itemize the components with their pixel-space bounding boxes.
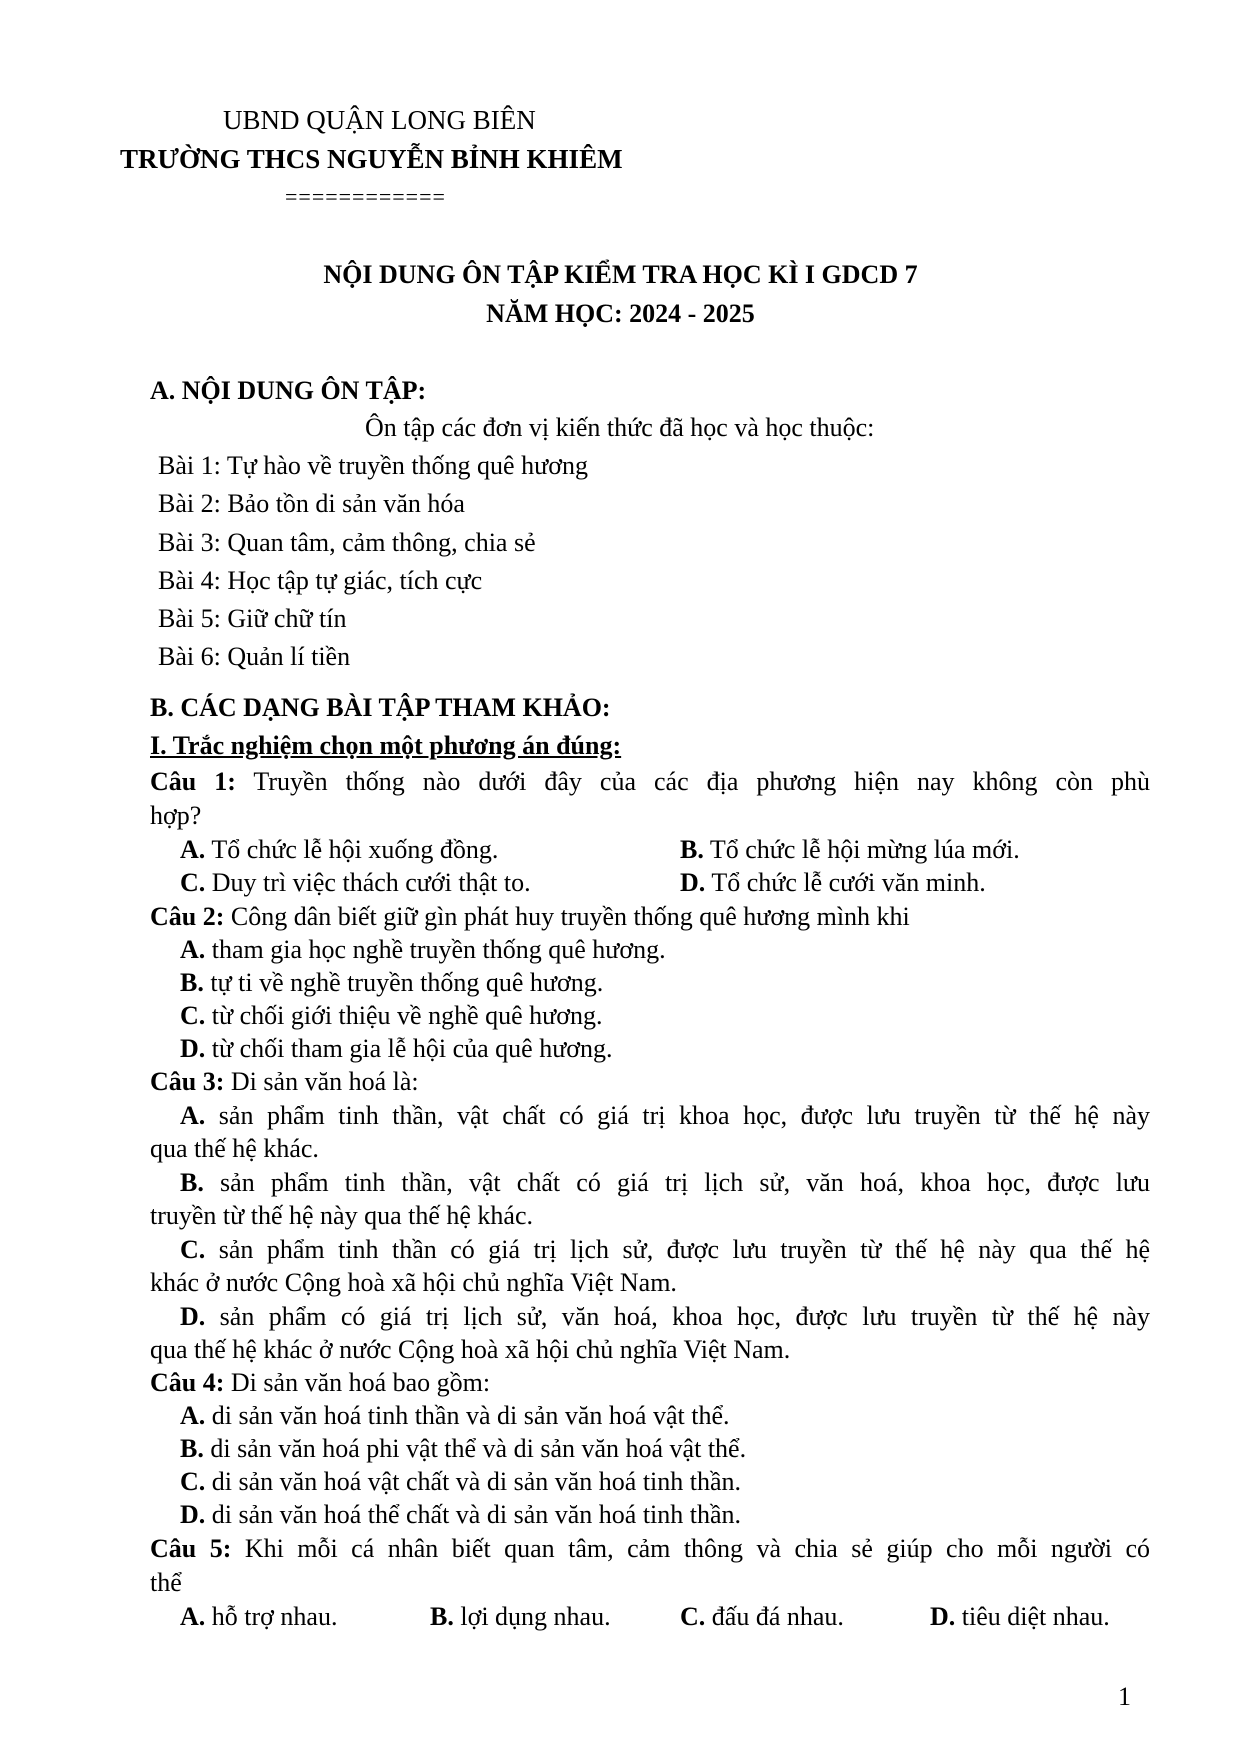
question-5 [150, 1532, 1150, 1566]
question-text: Di sản văn hoá là: [230, 1067, 419, 1096]
answer-option: A. hỗ trợ nhau. [180, 1602, 338, 1631]
answer-option: D. Tổ chức lễ cưới văn minh. [680, 868, 986, 897]
section-a-heading: A. NỘI DUNG ÔN TẬP: [150, 376, 427, 405]
question-1-text-cont: hợp? [150, 801, 202, 830]
page-number: 1 [1118, 1682, 1131, 1711]
lesson-item: Bài 3: Quan tâm, cảm thông, chia sẻ [158, 528, 536, 557]
school-name: TRƯỜNG THCS NGUYỄN BỈNH KHIÊM [120, 144, 623, 174]
answer-option: C. Duy trì việc thách cưới thật to. [180, 868, 531, 897]
answer-option: A. Tổ chức lễ hội xuống đồng. [180, 835, 499, 864]
answer-option: D. sản phẩm có giá trị lịch sử, văn hoá, khoa học, được lưu truyền từ thế hệ này [180, 1302, 1150, 1331]
question-label: Câu 5: [150, 1534, 232, 1563]
header-divider: ============ [285, 184, 446, 209]
section-b-heading: B. CÁC DẠNG BÀI TẬP THAM KHẢO: [150, 693, 611, 722]
document-title: NỘI DUNG ÔN TẬP KIỂM TRA HỌC KÌ I GDCD 7 [323, 260, 918, 289]
answer-option: C. đấu đá nhau. [680, 1602, 844, 1631]
section-b-subheading: I. Trắc nghiệm chọn một phương án đúng: [150, 731, 622, 760]
question-4 [150, 1366, 490, 1400]
answer-option-cont: khác ở nước Cộng hoà xã hội chủ nghĩa Việt Nam. [150, 1268, 677, 1297]
section-a-intro: Ôn tập các đơn vị kiến thức đã học và học thuộc: [365, 413, 875, 442]
answer-option: A. di sản văn hoá tinh thần và di sản văn hoá vật thể. [180, 1401, 730, 1430]
question-label: Câu 4: [150, 1368, 225, 1397]
question-1 [150, 765, 1150, 799]
answer-option-cont: qua thế hệ khác. [150, 1134, 319, 1163]
lesson-item: Bài 6: Quản lí tiền [158, 642, 351, 671]
question-label: Câu 3: [150, 1067, 225, 1096]
answer-option-cont: truyền từ thế hệ này qua thế hệ khác. [150, 1201, 534, 1230]
answer-option: D. từ chối tham gia lễ hội của quê hương. [180, 1034, 613, 1063]
question-text: Di sản văn hoá bao gồm: [230, 1368, 491, 1397]
lesson-item: Bài 1: Tự hào về truyền thống quê hương [158, 451, 588, 480]
question-2 [150, 900, 910, 934]
answer-option: A. sản phẩm tinh thần, vật chất có giá trị khoa học, được lưu truyền từ thế hệ này [180, 1101, 1150, 1130]
lesson-item: Bài 2: Bảo tồn di sản văn hóa [158, 489, 465, 518]
agency-name: UBND QUẬN LONG BIÊN [223, 105, 536, 135]
question-text: Công dân biết giữ gìn phát huy truyền thống quê hương mình khi [230, 902, 910, 931]
answer-option: B. tự ti về nghề truyền thống quê hương. [180, 968, 604, 997]
question-text: Khi mỗi cá nhân biết quan tâm, cảm thông và chia sẻ giúp cho mỗi người có [244, 1534, 1150, 1563]
answer-option: B. lợi dụng nhau. [430, 1602, 611, 1631]
answer-option: B. di sản văn hoá phi vật thể và di sản văn hoá vật thể. [180, 1434, 747, 1463]
answer-option: B. sản phẩm tinh thần, vật chất có giá trị lịch sử, văn hoá, khoa học, được lưu [180, 1168, 1151, 1197]
question-5-text-cont: thể [150, 1568, 182, 1597]
answer-option: C. từ chối giới thiệu về nghề quê hương. [180, 1001, 603, 1030]
question-label: Câu 1: [150, 767, 236, 796]
answer-option: D. tiêu diệt nhau. [930, 1602, 1110, 1631]
answer-option: C. sản phẩm tinh thần có giá trị lịch sử, được lưu truyền từ thế hệ này qua thế hệ [180, 1235, 1150, 1264]
answer-option: D. di sản văn hoá thể chất và di sản văn hoá tinh thần. [180, 1500, 742, 1529]
lesson-item: Bài 4: Học tập tự giác, tích cực [158, 566, 483, 595]
question-3 [150, 1065, 419, 1099]
answer-option: B. Tổ chức lễ hội mừng lúa mới. [680, 835, 1020, 864]
question-text: Truyền thống nào dưới đây của các địa phương hiện nay không còn phù [253, 767, 1150, 796]
answer-option: A. tham gia học nghề truyền thống quê hương. [180, 935, 666, 964]
answer-option: C. di sản văn hoá vật chất và di sản văn hoá tinh thần. [180, 1467, 742, 1496]
question-label: Câu 2: [150, 902, 225, 931]
answer-option-cont: qua thế hệ khác ở nước Cộng hoà xã hội chủ nghĩa Việt Nam. [150, 1335, 791, 1364]
school-year: NĂM HỌC: 2024 - 2025 [486, 299, 755, 328]
lesson-item: Bài 5: Giữ chữ tín [158, 604, 347, 633]
